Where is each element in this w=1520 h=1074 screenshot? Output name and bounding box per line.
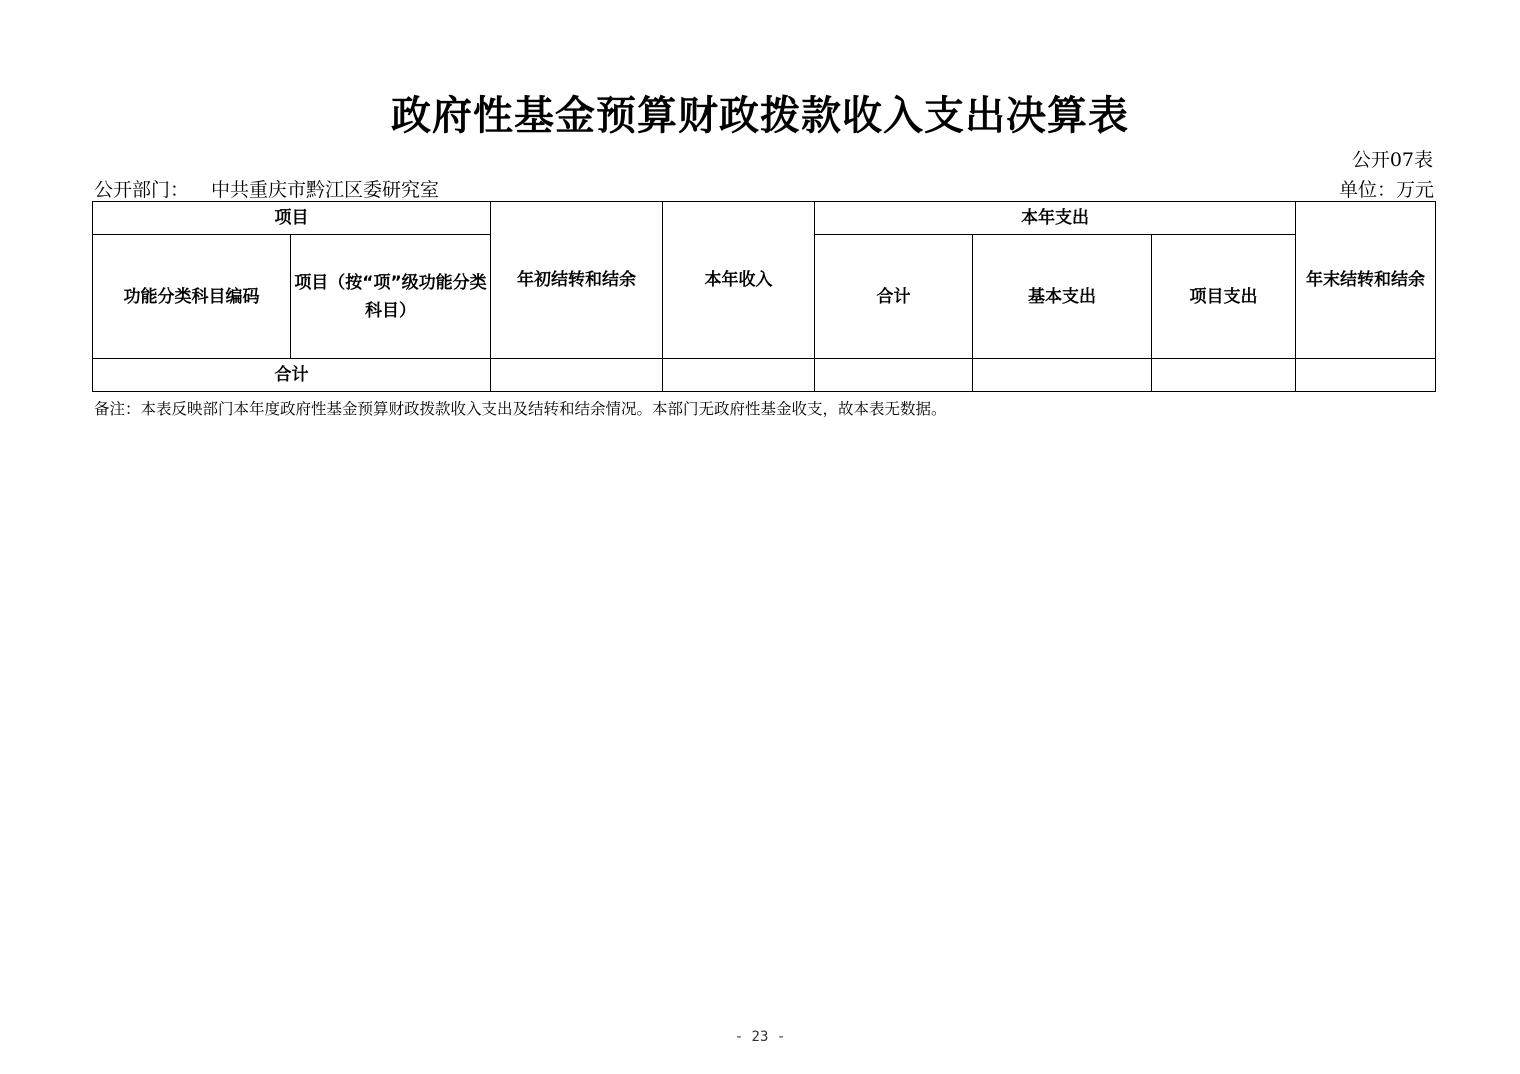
department-info xyxy=(94,175,439,202)
total-income xyxy=(663,359,815,392)
total-project-expenditure xyxy=(1152,359,1296,392)
header-income: 本年收入 xyxy=(663,202,815,359)
header-expenditure: 本年支出 xyxy=(815,202,1296,235)
total-expenditure xyxy=(815,359,973,392)
department-label: 公开部门： xyxy=(94,179,190,201)
total-opening-balance xyxy=(491,359,663,392)
page-title: 政府性基金预算财政拨款收入支出决算表 xyxy=(391,93,1129,139)
total-row-label: 合计 xyxy=(93,359,491,392)
page-number: - 23 - xyxy=(734,1029,786,1045)
total-basic-expenditure xyxy=(973,359,1152,392)
unit-label: 单位：万元 xyxy=(1338,179,1434,201)
header-project-expenditure: 项目支出 xyxy=(1152,235,1296,359)
header-project: 项目 xyxy=(93,202,491,235)
header-opening-balance: 年初结转和结余 xyxy=(491,202,663,359)
header-expenditure-total: 合计 xyxy=(815,235,973,359)
form-number: 公开07表 xyxy=(1351,149,1433,171)
department-name: 中共重庆市黔江区委研究室 xyxy=(211,179,440,201)
header-project-by-item: 项目（按“项”级功能分类科目） xyxy=(291,235,491,359)
header-basic-expenditure: 基本支出 xyxy=(973,235,1152,359)
budget-table xyxy=(92,201,1436,392)
table-row-total xyxy=(93,359,1436,392)
table-note: 备注：本表反映部门本年度政府性基金预算财政拨款收入支出及结转和结余情况。本部门无政府性基金收支，故本表无数据。 xyxy=(94,400,947,418)
table-header-row-1 xyxy=(93,202,1436,235)
header-closing-balance: 年末结转和结余 xyxy=(1296,202,1436,359)
document-meta xyxy=(94,175,1434,201)
total-closing-balance xyxy=(1296,359,1436,392)
header-function-code: 功能分类科目编码 xyxy=(93,235,291,359)
